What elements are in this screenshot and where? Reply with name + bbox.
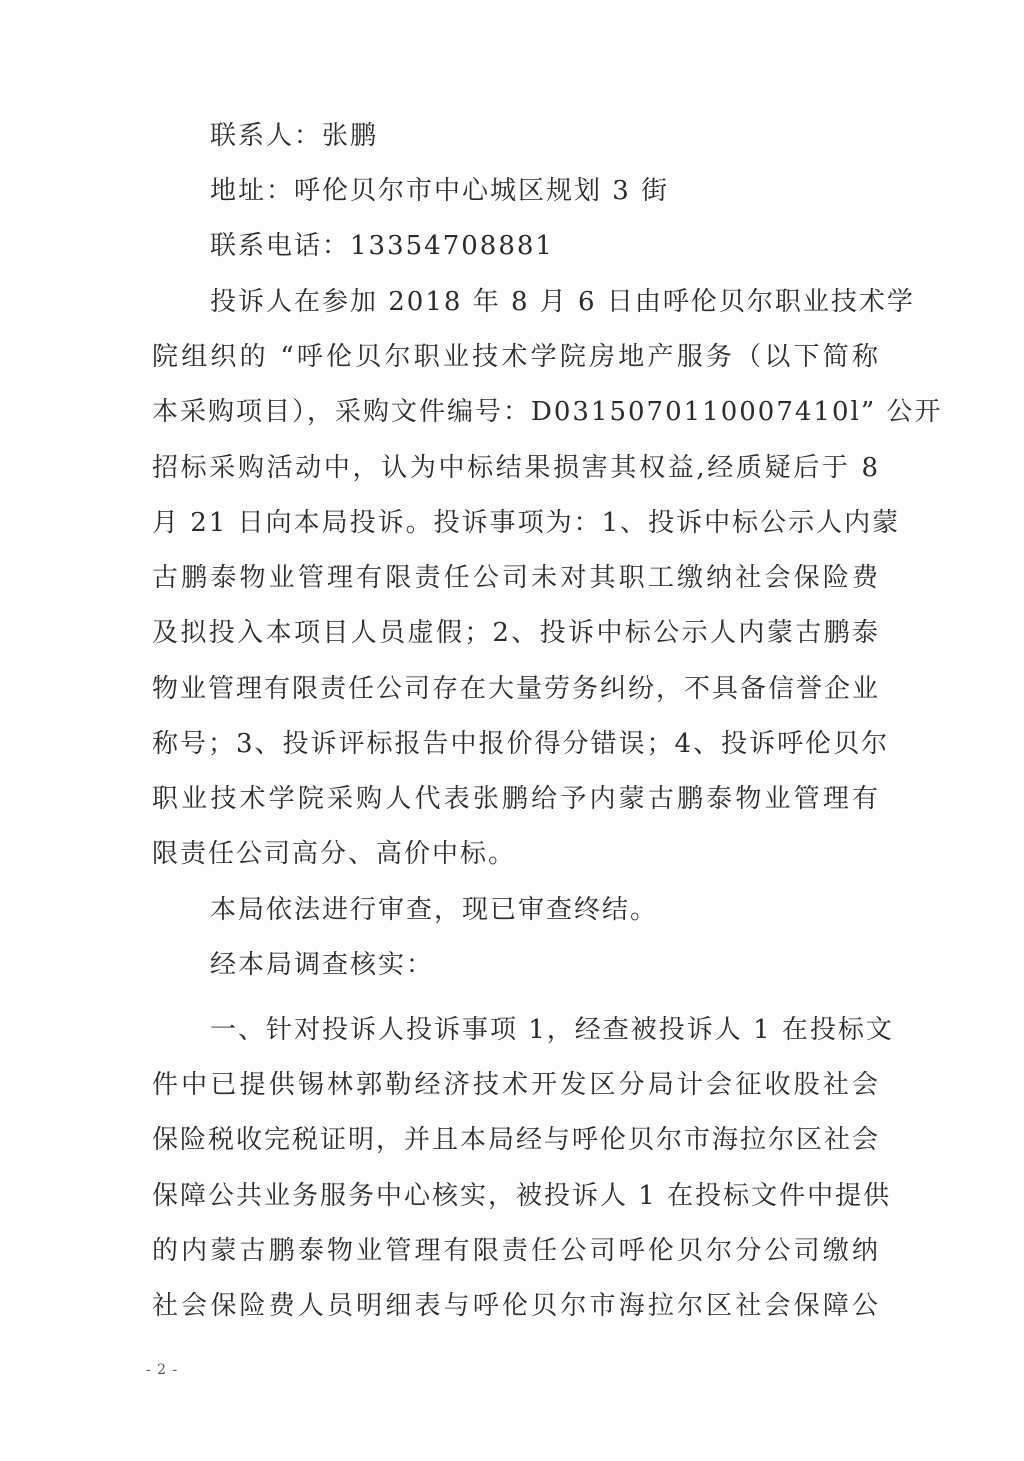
- paragraph-line: 经本局调查核实：: [210, 950, 435, 980]
- paragraph-line: 的内蒙古鹏泰物业管理有限责任公司呼伦贝尔分公司缴纳: [152, 1236, 880, 1266]
- paragraph-line: 及拟投入本项目人员虚假；2、投诉中标公示人内蒙古鹏泰: [152, 618, 880, 648]
- paragraph-line: 社会保险费人员明细表与呼伦贝尔市海拉尔区社会保障公: [152, 1291, 880, 1321]
- paragraph-line: 本采购项目），采购文件编号：D0315070110007410l” 公开: [152, 397, 943, 427]
- paragraph-line: 职业技术学院采购人代表张鹏给予内蒙古鹏泰物业管理有: [152, 784, 880, 814]
- page-number: - 2 -: [146, 1362, 179, 1378]
- phone-line: 联系电话：13354708881: [210, 231, 554, 261]
- paragraph-line: 保险税收完税证明，并且本局经与呼伦贝尔市海拉尔区社会: [152, 1125, 881, 1155]
- paragraph-line: 招标采购活动中，认为中标结果损害其权益,经质疑后于 8: [152, 453, 880, 483]
- address-line: 地址：呼伦贝尔市中心城区规划 3 街: [210, 176, 670, 206]
- paragraph-line: 投诉人在参加 2018 年 8 月 6 日由呼伦贝尔职业技术学: [210, 287, 915, 317]
- paragraph-line: 月 21 日向本局投诉。投诉事项为：1、投诉中标公示人内蒙: [152, 508, 901, 538]
- paragraph-line: 限责任公司高分、高价中标。: [152, 839, 517, 869]
- paragraph-line: 称号；3、投诉评标报告中报价得分错误；4、投诉呼伦贝尔: [152, 729, 890, 759]
- paragraph-line: 本局依法进行审查，现已审查终结。: [210, 895, 659, 925]
- paragraph-line: 一、针对投诉人投诉事项 1，经查被投诉人 1 在投标文: [210, 1015, 894, 1045]
- paragraph-line: 保障公共业务服务中心核实，被投诉人 1 在投标文件中提供: [152, 1181, 892, 1211]
- contact-person-line: 联系人：张鹏: [210, 121, 379, 151]
- paragraph-line: 古鹏泰物业管理有限责任公司未对其职工缴纳社会保险费: [152, 563, 880, 593]
- paragraph-line: 院组织的 “呼伦贝尔职业技术学院房地产服务（以下简称: [152, 342, 880, 372]
- paragraph-line: 件中已提供锡林郭勒经济技术开发区分局计会征收股社会: [152, 1070, 880, 1100]
- paragraph-line: 物业管理有限责任公司存在大量劳务纠纷，不具备信誉企业: [152, 674, 881, 704]
